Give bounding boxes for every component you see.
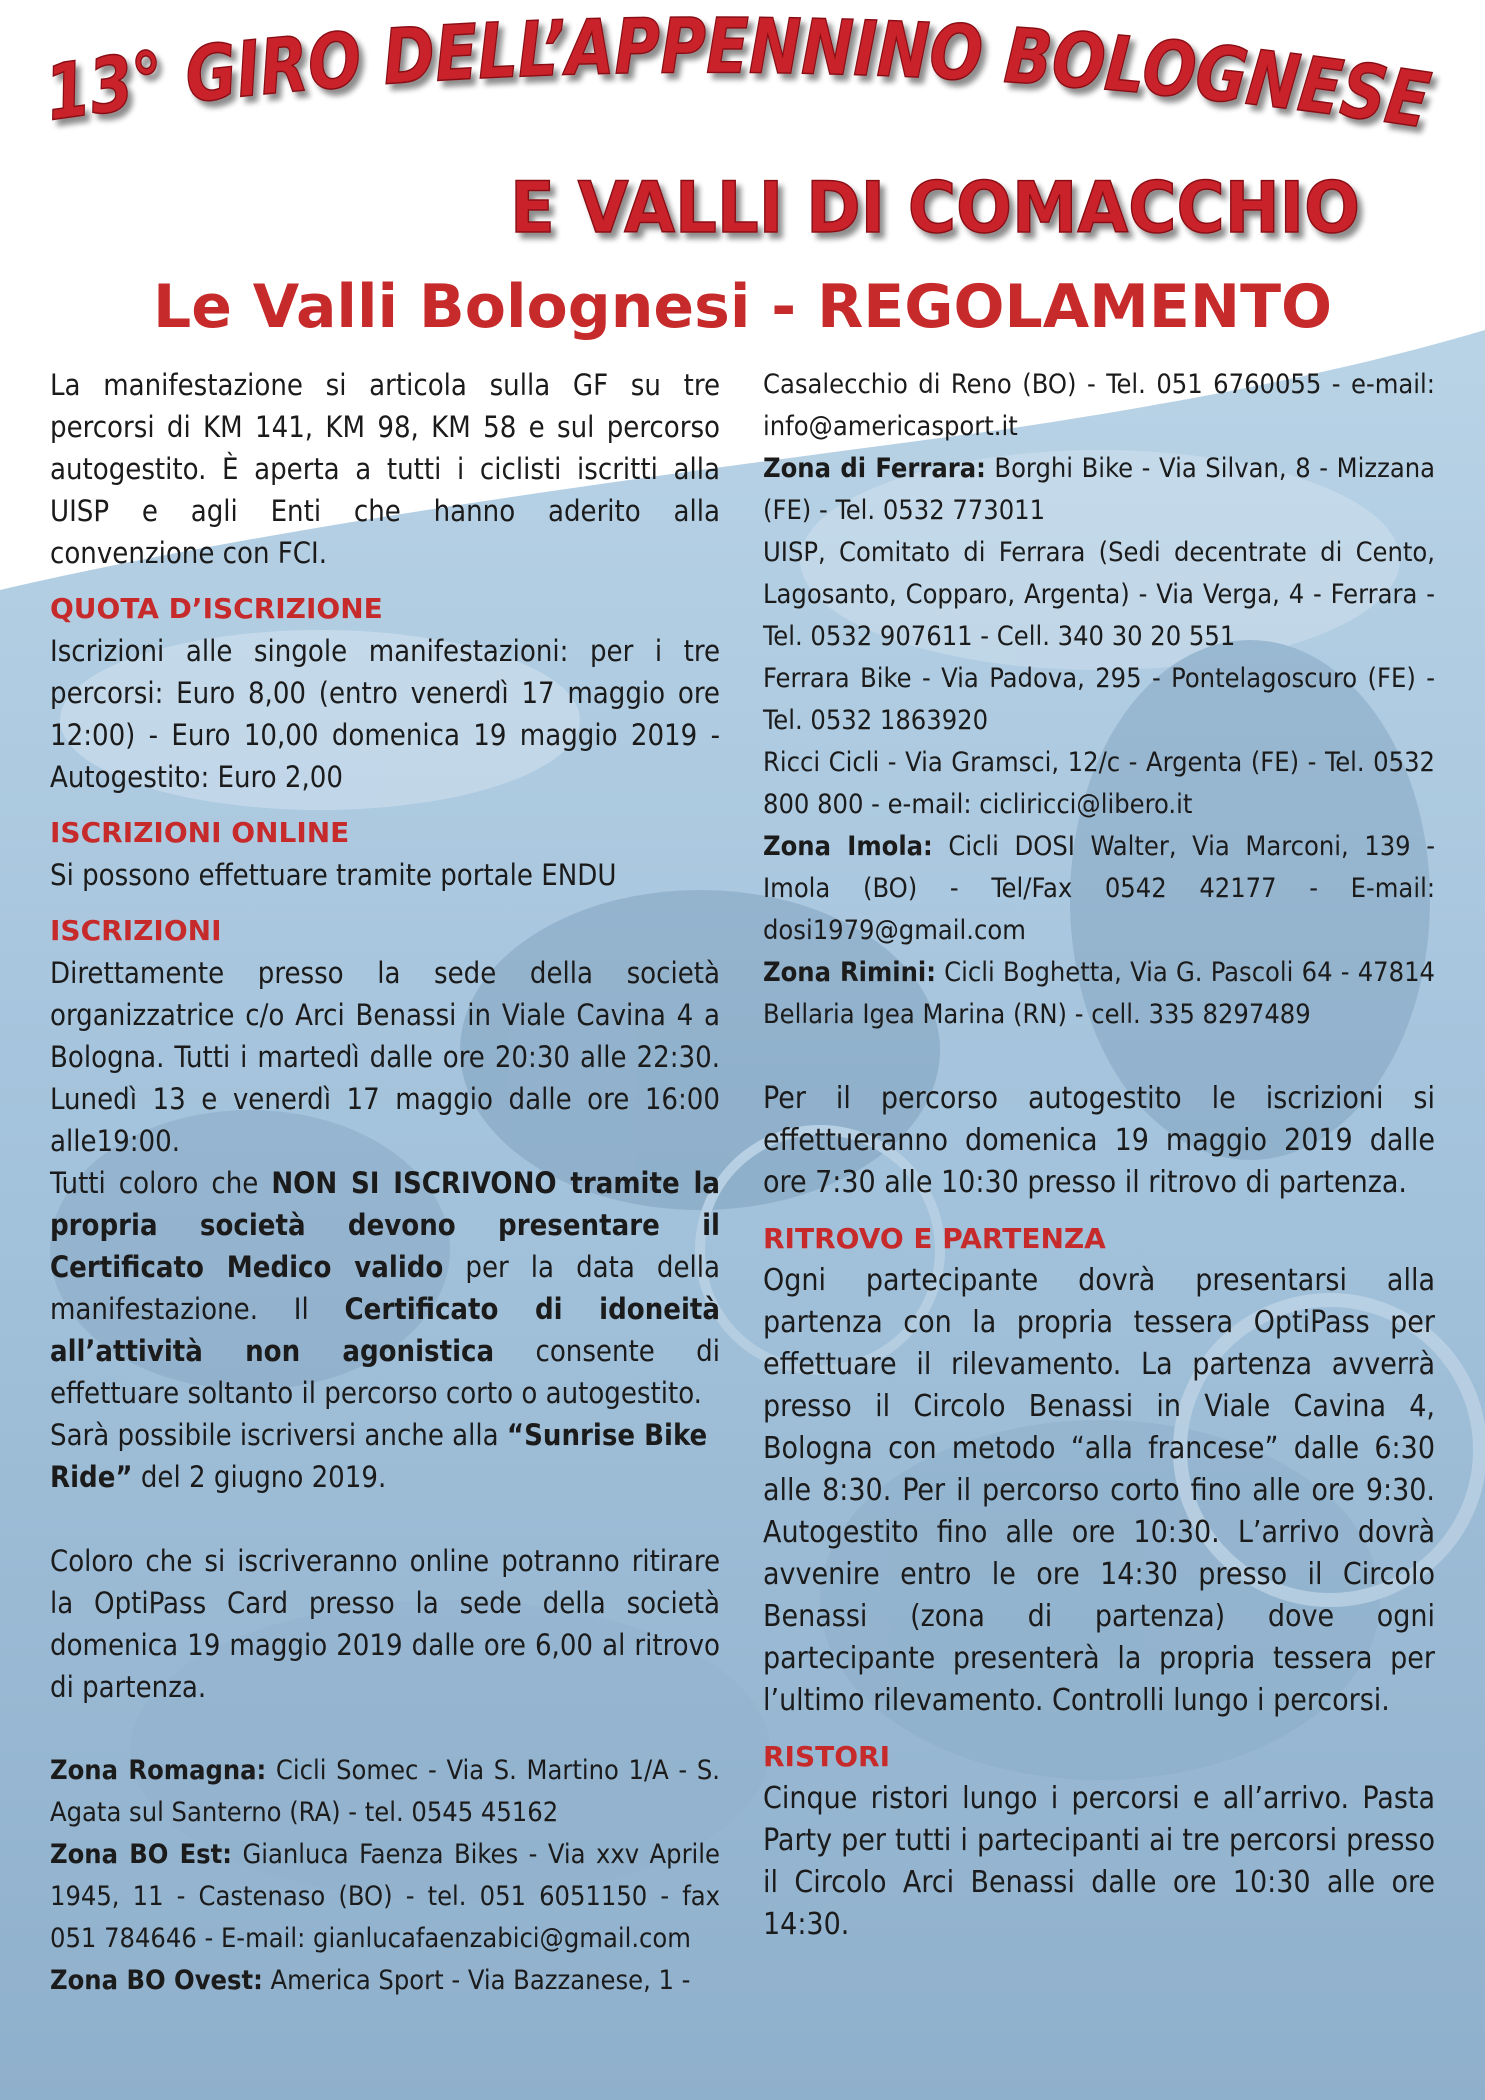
ritrovo-heading: RITROVO E PARTENZA xyxy=(763,1222,1106,1255)
intro-paragraph: La manifestazione si articola sulla GF su tre percorsi di KM 141, KM 98, KM 58 e sul percorso autogestito. È aperta a tutti i ciclisti iscritti alla UISP e agli Enti che hanno aderito alla convenzione con FCI. xyxy=(50,368,720,570)
bo-ovest-continued: Casalecchio di Reno (BO) - Tel. 051 6760055 - e-mail: info@americasport.it xyxy=(763,369,1435,442)
quota-heading: QUOTA D’ISCRIZIONE xyxy=(50,592,383,625)
zone-rimini: Zona Rimini: Cicli Boghetta, Via G. Pascoli 64 - 47814 Bellaria Igea Marina (RN) - cell. 335 8297489 xyxy=(763,957,1435,1030)
ritrovo-paragraph: Ogni partecipante dovrà presentarsi alla partenza con la propria tessera OptiPass per effettuare il rilevamento. La partenza avverrà presso il Circolo Benassi in Viale Cavina 4, Bologna con metodo “alla francese” dalle 6:30 alle 8:30. Per il percorso corto fino alle ore 9:30. Autogestito fino alle ore 10:30. L’arrivo dovrà avvenire entro le ore 14:30 presso il Circolo Benassi (zona di partenza) dove ogni partecipante presenterà la propria tessera per l’ultimo rilevamento. Controlli lungo i percorsi. xyxy=(763,1263,1435,1718)
title-line-1: 13° GIRO DELL’APPENNINO BOLOGNESE xyxy=(40,1,1445,147)
left-column xyxy=(50,364,720,2002)
ferrara-bike: Ferrara Bike - Via Padova, 295 - Pontelagoscuro (FE) - Tel. 0532 1863920 xyxy=(763,663,1435,736)
zone-ferrara: Zona di Ferrara: Borghi Bike - Via Silvan, 8 - Mizzana (FE) - Tel. 0532 773011 xyxy=(763,453,1435,526)
page-title: Le Valli Bolognesi - REGOLAMENTO xyxy=(152,272,1333,342)
quota-paragraph: Iscrizioni alle singole manifestazioni: per i tre percorsi: Euro 8,00 (entro venerdì 17 maggio ore 12:00) - Euro 10,00 domenica 19 maggio 2019 - Autogestito: Euro 2,00 xyxy=(50,634,720,794)
event-title-banner xyxy=(0,0,1485,260)
zone-bo-ovest: Zona BO Ovest: America Sport - Via Bazzanese, 1 - xyxy=(50,1965,691,1996)
pickup-paragraph: Coloro che si iscriveranno online potranno ritirare la OptiPass Card presso la sede della società domenica 19 maggio 2019 dalle ore 6,00 al ritrovo di partenza. xyxy=(50,1544,720,1704)
certificate-paragraph: Tutti coloro che NON SI ISCRIVONO tramite la propria società devono presentare il Certificato Medico valido per la data della manifestazione. Il Certificato di idoneità all’attività non agonistica consente di effettuare soltanto il percorso corto o autogestito. xyxy=(50,1166,721,1410)
autogestito-paragraph: Per il percorso autogestito le iscrizioni si effettueranno domenica 19 maggio 2019 dalle ore 7:30 alle 10:30 presso il ritrovo di partenza. xyxy=(763,1081,1435,1200)
uisp-ferrara: UISP, Comitato di Ferrara (Sedi decentrate di Cento, Lagosanto, Copparo, Argenta) - Via Verga, 4 - Ferrara - Tel. 0532 907611 - Cell. 340 30 20 551 xyxy=(763,537,1435,652)
right-column xyxy=(763,364,1435,1946)
title-line-2: E VALLI DI COMACCHIO xyxy=(510,167,1360,249)
online-heading: ISCRIZIONI ONLINE xyxy=(50,816,350,849)
zone-bo-est: Zona BO Est: Gianluca Faenza Bikes - Via xxv Aprile 1945, 11 - Castenaso (BO) - tel. 051 6051150 - fax 051 784646 - E-mail: gianlucafaenzabici@gmail.com xyxy=(50,1839,721,1954)
iscrizioni-paragraph: Direttamente presso la sede della società organizzatrice c/o Arci Benassi in Viale Cavina 4 a Bologna. Tutti i martedì dalle ore 20:30 alle 22:30. Lunedì 13 e venerdì 17 maggio dalle ore 16:00 alle19:00. xyxy=(50,956,720,1158)
online-paragraph: Si possono effettuare tramite portale ENDU xyxy=(50,858,617,892)
sunrise-paragraph: Sarà possibile iscriversi anche alla “Sunrise Bike Ride” del 2 giugno 2019. xyxy=(50,1418,708,1494)
iscrizioni-heading: ISCRIZIONI xyxy=(50,914,222,947)
zone-romagna: Zona Romagna: Cicli Somec - Via S. Martino 1/A - S. Agata sul Santerno (RA) - tel. 0545 45162 xyxy=(50,1755,720,1828)
zone-imola: Zona Imola: Cicli DOSI Walter, Via Marconi, 139 - Imola (BO) - Tel/Fax 0542 42177 - E-mail: dosi1979@gmail.com xyxy=(763,831,1435,946)
ristori-heading: RISTORI xyxy=(763,1740,891,1773)
ristori-paragraph: Cinque ristori lungo i percorsi e all’arrivo. Pasta Party per tutti i partecipanti ai tre percorsi presso il Circolo Arci Benassi dalle ore 10:30 alle ore 14:30. xyxy=(763,1781,1435,1942)
ricci-cicli: Ricci Cicli - Via Gramsci, 12/c - Argenta (FE) - Tel. 0532 800 800 - e-mail: cicliricci@libero.it xyxy=(763,747,1435,820)
